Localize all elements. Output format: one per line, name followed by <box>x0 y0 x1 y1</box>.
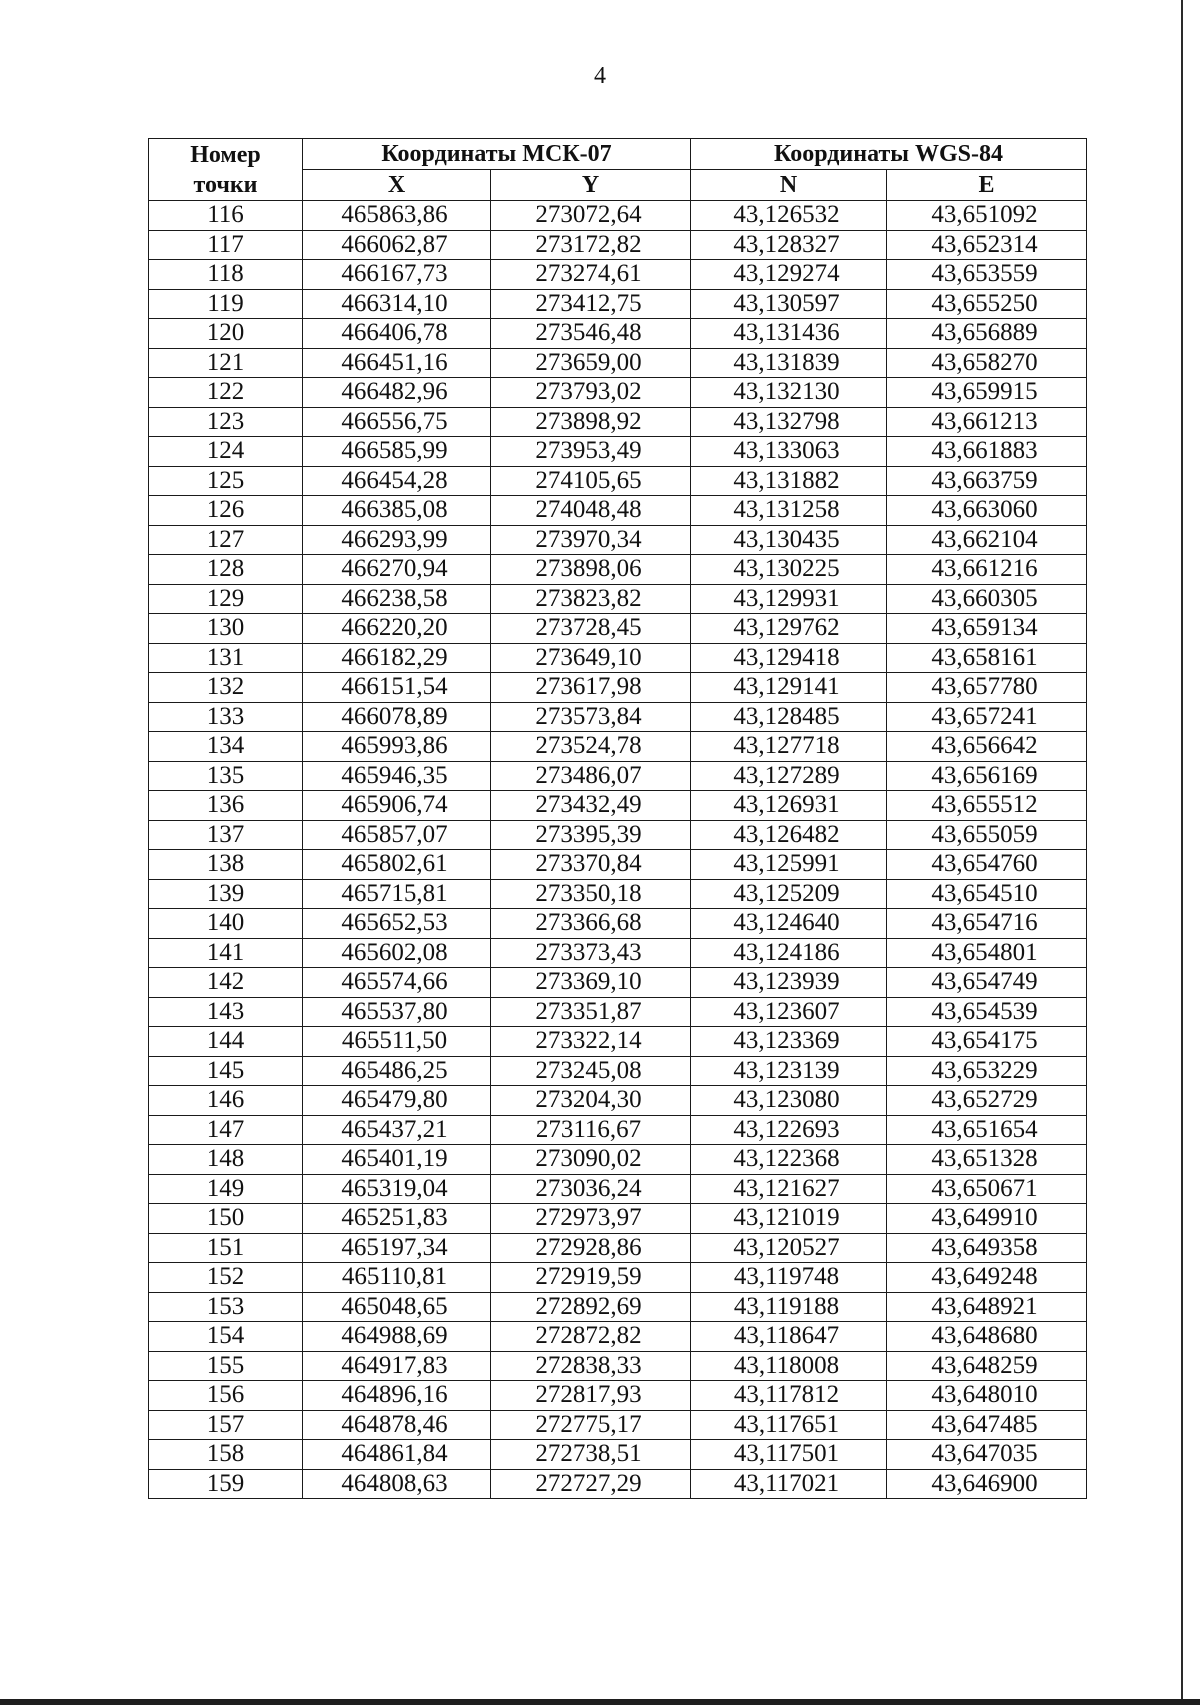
n-cell: 43,121627 <box>691 1174 887 1204</box>
point-number-cell: 148 <box>149 1145 303 1175</box>
x-cell: 465437,21 <box>303 1115 491 1145</box>
n-cell: 43,130435 <box>691 525 887 555</box>
e-cell: 43,648680 <box>887 1322 1087 1352</box>
e-cell: 43,658161 <box>887 643 1087 673</box>
y-cell: 273898,92 <box>491 407 691 437</box>
table-row <box>149 1381 1087 1411</box>
point-number-cell: 151 <box>149 1233 303 1263</box>
y-cell: 273898,06 <box>491 555 691 585</box>
table-row <box>149 938 1087 968</box>
table-row <box>149 732 1087 762</box>
x-cell: 465715,81 <box>303 879 491 909</box>
x-cell: 466151,54 <box>303 673 491 703</box>
table-row <box>149 820 1087 850</box>
y-cell: 272872,82 <box>491 1322 691 1352</box>
x-cell: 465319,04 <box>303 1174 491 1204</box>
y-cell: 273412,75 <box>491 289 691 319</box>
point-number-cell: 121 <box>149 348 303 378</box>
table-row <box>149 260 1087 290</box>
msk07-group-header: Координаты МСК-07 <box>303 139 691 170</box>
n-cell: 43,118008 <box>691 1351 887 1381</box>
y-cell: 273486,07 <box>491 761 691 791</box>
table-row <box>149 1204 1087 1234</box>
point-number-cell: 132 <box>149 673 303 703</box>
y-cell: 273274,61 <box>491 260 691 290</box>
e-cell: 43,663759 <box>887 466 1087 496</box>
x-cell: 466220,20 <box>303 614 491 644</box>
n-cell: 43,122368 <box>691 1145 887 1175</box>
e-column-header: E <box>887 170 1087 201</box>
table-row <box>149 1027 1087 1057</box>
y-cell: 273090,02 <box>491 1145 691 1175</box>
n-cell: 43,131258 <box>691 496 887 526</box>
y-cell: 272738,51 <box>491 1440 691 1470</box>
table-row <box>149 1410 1087 1440</box>
y-cell: 273116,67 <box>491 1115 691 1145</box>
table-row <box>149 1174 1087 1204</box>
e-cell: 43,659915 <box>887 378 1087 408</box>
y-cell: 273369,10 <box>491 968 691 998</box>
e-cell: 43,658270 <box>887 348 1087 378</box>
e-cell: 43,654749 <box>887 968 1087 998</box>
e-cell: 43,651328 <box>887 1145 1087 1175</box>
table-row <box>149 201 1087 231</box>
e-cell: 43,649358 <box>887 1233 1087 1263</box>
table-row <box>149 909 1087 939</box>
point-number-cell: 153 <box>149 1292 303 1322</box>
y-cell: 272817,93 <box>491 1381 691 1411</box>
point-number-cell: 157 <box>149 1410 303 1440</box>
point-number-cell: 117 <box>149 230 303 260</box>
n-cell: 43,128485 <box>691 702 887 732</box>
table-row <box>149 496 1087 526</box>
x-cell: 465486,25 <box>303 1056 491 1086</box>
x-cell: 465602,08 <box>303 938 491 968</box>
table-row <box>149 1469 1087 1499</box>
table-row <box>149 407 1087 437</box>
e-cell: 43,654510 <box>887 879 1087 909</box>
coordinates-table <box>148 138 1087 1499</box>
point-number-cell: 123 <box>149 407 303 437</box>
y-cell: 273322,14 <box>491 1027 691 1057</box>
x-cell: 466451,16 <box>303 348 491 378</box>
point-number-cell: 142 <box>149 968 303 998</box>
n-cell: 43,126482 <box>691 820 887 850</box>
y-cell: 273524,78 <box>491 732 691 762</box>
n-cell: 43,129762 <box>691 614 887 644</box>
x-cell: 465537,80 <box>303 997 491 1027</box>
y-cell: 273649,10 <box>491 643 691 673</box>
n-cell: 43,119188 <box>691 1292 887 1322</box>
n-cell: 43,131436 <box>691 319 887 349</box>
table-row <box>149 968 1087 998</box>
e-cell: 43,660305 <box>887 584 1087 614</box>
y-cell: 274105,65 <box>491 466 691 496</box>
n-cell: 43,127289 <box>691 761 887 791</box>
n-cell: 43,124640 <box>691 909 887 939</box>
y-cell: 273350,18 <box>491 879 691 909</box>
y-cell: 273970,34 <box>491 525 691 555</box>
y-cell: 272919,59 <box>491 1263 691 1293</box>
e-cell: 43,654760 <box>887 850 1087 880</box>
x-cell: 465574,66 <box>303 968 491 998</box>
y-cell: 273373,43 <box>491 938 691 968</box>
table-row <box>149 230 1087 260</box>
table-row <box>149 1322 1087 1352</box>
e-cell: 43,649248 <box>887 1263 1087 1293</box>
e-cell: 43,648921 <box>887 1292 1087 1322</box>
y-cell: 273793,02 <box>491 378 691 408</box>
y-cell: 273172,82 <box>491 230 691 260</box>
point-number-cell: 159 <box>149 1469 303 1499</box>
point-number-cell: 149 <box>149 1174 303 1204</box>
e-cell: 43,652729 <box>887 1086 1087 1116</box>
y-column-header: Y <box>491 170 691 201</box>
n-cell: 43,122693 <box>691 1115 887 1145</box>
n-cell: 43,125209 <box>691 879 887 909</box>
x-cell: 465993,86 <box>303 732 491 762</box>
table-row <box>149 555 1087 585</box>
table-row <box>149 791 1087 821</box>
table-row <box>149 1086 1087 1116</box>
n-cell: 43,123369 <box>691 1027 887 1057</box>
n-cell: 43,123139 <box>691 1056 887 1086</box>
point-number-cell: 134 <box>149 732 303 762</box>
x-cell: 464988,69 <box>303 1322 491 1352</box>
n-cell: 43,123939 <box>691 968 887 998</box>
e-cell: 43,654539 <box>887 997 1087 1027</box>
e-cell: 43,647035 <box>887 1440 1087 1470</box>
y-cell: 274048,48 <box>491 496 691 526</box>
n-cell: 43,131882 <box>691 466 887 496</box>
table-row <box>149 850 1087 880</box>
e-cell: 43,648259 <box>887 1351 1087 1381</box>
n-cell: 43,121019 <box>691 1204 887 1234</box>
n-cell: 43,127718 <box>691 732 887 762</box>
x-cell: 464878,46 <box>303 1410 491 1440</box>
e-cell: 43,651654 <box>887 1115 1087 1145</box>
x-cell: 465511,50 <box>303 1027 491 1057</box>
y-cell: 273204,30 <box>491 1086 691 1116</box>
n-cell: 43,123607 <box>691 997 887 1027</box>
point-number-cell: 138 <box>149 850 303 880</box>
table-row <box>149 1145 1087 1175</box>
x-cell: 465479,80 <box>303 1086 491 1116</box>
y-cell: 272727,29 <box>491 1469 691 1499</box>
y-cell: 273617,98 <box>491 673 691 703</box>
y-cell: 273823,82 <box>491 584 691 614</box>
e-cell: 43,662104 <box>887 525 1087 555</box>
point-number-cell: 158 <box>149 1440 303 1470</box>
point-number-cell: 124 <box>149 437 303 467</box>
table-row <box>149 1292 1087 1322</box>
e-cell: 43,657780 <box>887 673 1087 703</box>
e-cell: 43,649910 <box>887 1204 1087 1234</box>
table-row <box>149 378 1087 408</box>
y-cell: 273953,49 <box>491 437 691 467</box>
e-cell: 43,661213 <box>887 407 1087 437</box>
page-number: 4 <box>594 63 606 89</box>
n-cell: 43,117021 <box>691 1469 887 1499</box>
n-cell: 43,126532 <box>691 201 887 231</box>
y-cell: 273245,08 <box>491 1056 691 1086</box>
y-cell: 273728,45 <box>491 614 691 644</box>
e-cell: 43,659134 <box>887 614 1087 644</box>
e-cell: 43,655059 <box>887 820 1087 850</box>
point-number-header-line1: Номер <box>190 141 261 168</box>
point-number-cell: 144 <box>149 1027 303 1057</box>
y-cell: 273432,49 <box>491 791 691 821</box>
n-cell: 43,117812 <box>691 1381 887 1411</box>
e-cell: 43,656169 <box>887 761 1087 791</box>
e-cell: 43,663060 <box>887 496 1087 526</box>
table-row <box>149 673 1087 703</box>
point-number-cell: 137 <box>149 820 303 850</box>
point-number-cell: 135 <box>149 761 303 791</box>
x-cell: 465802,61 <box>303 850 491 880</box>
table-row <box>149 1056 1087 1086</box>
scan-right-edge <box>1181 0 1183 1705</box>
e-cell: 43,656642 <box>887 732 1087 762</box>
x-cell: 465863,86 <box>303 201 491 231</box>
table-row <box>149 702 1087 732</box>
point-number-cell: 136 <box>149 791 303 821</box>
e-cell: 43,661883 <box>887 437 1087 467</box>
e-cell: 43,657241 <box>887 702 1087 732</box>
point-number-cell: 122 <box>149 378 303 408</box>
point-number-cell: 131 <box>149 643 303 673</box>
table-row <box>149 1233 1087 1263</box>
e-cell: 43,656889 <box>887 319 1087 349</box>
x-cell: 466293,99 <box>303 525 491 555</box>
x-cell: 465906,74 <box>303 791 491 821</box>
e-cell: 43,654801 <box>887 938 1087 968</box>
n-cell: 43,129274 <box>691 260 887 290</box>
point-number-header <box>149 139 303 201</box>
x-cell: 464917,83 <box>303 1351 491 1381</box>
point-number-cell: 150 <box>149 1204 303 1234</box>
y-cell: 273546,48 <box>491 319 691 349</box>
x-cell: 465652,53 <box>303 909 491 939</box>
point-number-cell: 125 <box>149 466 303 496</box>
point-number-cell: 116 <box>149 201 303 231</box>
table-row <box>149 319 1087 349</box>
point-number-cell: 146 <box>149 1086 303 1116</box>
n-cell: 43,118647 <box>691 1322 887 1352</box>
point-number-cell: 139 <box>149 879 303 909</box>
x-cell: 464896,16 <box>303 1381 491 1411</box>
point-number-cell: 140 <box>149 909 303 939</box>
e-cell: 43,655250 <box>887 289 1087 319</box>
table-header <box>149 139 1087 201</box>
x-cell: 465197,34 <box>303 1233 491 1263</box>
y-cell: 272838,33 <box>491 1351 691 1381</box>
point-number-cell: 145 <box>149 1056 303 1086</box>
e-cell: 43,651092 <box>887 201 1087 231</box>
x-cell: 466406,78 <box>303 319 491 349</box>
point-number-cell: 154 <box>149 1322 303 1352</box>
x-cell: 466314,10 <box>303 289 491 319</box>
x-cell: 464808,63 <box>303 1469 491 1499</box>
wgs84-group-header: Координаты WGS-84 <box>691 139 1087 170</box>
x-cell: 466270,94 <box>303 555 491 585</box>
y-cell: 273659,00 <box>491 348 691 378</box>
point-number-cell: 141 <box>149 938 303 968</box>
y-cell: 273366,68 <box>491 909 691 939</box>
n-cell: 43,129141 <box>691 673 887 703</box>
x-cell: 465946,35 <box>303 761 491 791</box>
y-cell: 272775,17 <box>491 1410 691 1440</box>
n-cell: 43,130225 <box>691 555 887 585</box>
n-cell: 43,133063 <box>691 437 887 467</box>
e-cell: 43,647485 <box>887 1410 1087 1440</box>
n-cell: 43,131839 <box>691 348 887 378</box>
n-column-header: N <box>691 170 887 201</box>
point-number-cell: 155 <box>149 1351 303 1381</box>
table-row <box>149 584 1087 614</box>
x-cell: 466585,99 <box>303 437 491 467</box>
point-number-cell: 156 <box>149 1381 303 1411</box>
e-cell: 43,654716 <box>887 909 1087 939</box>
table-row <box>149 289 1087 319</box>
table-row <box>149 1351 1087 1381</box>
x-column-header: X <box>303 170 491 201</box>
y-cell: 273036,24 <box>491 1174 691 1204</box>
e-cell: 43,654175 <box>887 1027 1087 1057</box>
e-cell: 43,652314 <box>887 230 1087 260</box>
table-row <box>149 1115 1087 1145</box>
y-cell: 273370,84 <box>491 850 691 880</box>
x-cell: 465401,19 <box>303 1145 491 1175</box>
point-number-cell: 119 <box>149 289 303 319</box>
y-cell: 273351,87 <box>491 997 691 1027</box>
table-body <box>149 201 1087 1499</box>
e-cell: 43,653229 <box>887 1056 1087 1086</box>
point-number-cell: 130 <box>149 614 303 644</box>
y-cell: 272928,86 <box>491 1233 691 1263</box>
y-cell: 273072,64 <box>491 201 691 231</box>
table-row <box>149 466 1087 496</box>
x-cell: 466182,29 <box>303 643 491 673</box>
point-number-cell: 126 <box>149 496 303 526</box>
n-cell: 43,120527 <box>691 1233 887 1263</box>
point-number-cell: 120 <box>149 319 303 349</box>
table-row <box>149 997 1087 1027</box>
table-row <box>149 879 1087 909</box>
n-cell: 43,117501 <box>691 1440 887 1470</box>
x-cell: 466238,58 <box>303 584 491 614</box>
x-cell: 465048,65 <box>303 1292 491 1322</box>
e-cell: 43,648010 <box>887 1381 1087 1411</box>
y-cell: 273395,39 <box>491 820 691 850</box>
n-cell: 43,126931 <box>691 791 887 821</box>
point-number-cell: 143 <box>149 997 303 1027</box>
table-row <box>149 643 1087 673</box>
scan-bottom-edge <box>0 1699 1200 1705</box>
e-cell: 43,655512 <box>887 791 1087 821</box>
table-row <box>149 437 1087 467</box>
point-number-header-line2: точки <box>193 171 258 198</box>
table-row <box>149 1263 1087 1293</box>
x-cell: 464861,84 <box>303 1440 491 1470</box>
table-row <box>149 614 1087 644</box>
y-cell: 273573,84 <box>491 702 691 732</box>
x-cell: 466167,73 <box>303 260 491 290</box>
x-cell: 466454,28 <box>303 466 491 496</box>
n-cell: 43,130597 <box>691 289 887 319</box>
point-number-cell: 147 <box>149 1115 303 1145</box>
table-row <box>149 348 1087 378</box>
n-cell: 43,128327 <box>691 230 887 260</box>
n-cell: 43,119748 <box>691 1263 887 1293</box>
x-cell: 466078,89 <box>303 702 491 732</box>
n-cell: 43,129418 <box>691 643 887 673</box>
point-number-cell: 127 <box>149 525 303 555</box>
e-cell: 43,650671 <box>887 1174 1087 1204</box>
e-cell: 43,646900 <box>887 1469 1087 1499</box>
x-cell: 465857,07 <box>303 820 491 850</box>
n-cell: 43,124186 <box>691 938 887 968</box>
y-cell: 272892,69 <box>491 1292 691 1322</box>
n-cell: 43,117651 <box>691 1410 887 1440</box>
point-number-cell: 129 <box>149 584 303 614</box>
point-number-cell: 152 <box>149 1263 303 1293</box>
e-cell: 43,653559 <box>887 260 1087 290</box>
x-cell: 466556,75 <box>303 407 491 437</box>
n-cell: 43,132130 <box>691 378 887 408</box>
y-cell: 272973,97 <box>491 1204 691 1234</box>
point-number-cell: 118 <box>149 260 303 290</box>
table-row <box>149 761 1087 791</box>
n-cell: 43,123080 <box>691 1086 887 1116</box>
n-cell: 43,129931 <box>691 584 887 614</box>
table-row <box>149 525 1087 555</box>
x-cell: 465251,83 <box>303 1204 491 1234</box>
x-cell: 466062,87 <box>303 230 491 260</box>
x-cell: 466482,96 <box>303 378 491 408</box>
point-number-cell: 128 <box>149 555 303 585</box>
x-cell: 466385,08 <box>303 496 491 526</box>
n-cell: 43,132798 <box>691 407 887 437</box>
n-cell: 43,125991 <box>691 850 887 880</box>
e-cell: 43,661216 <box>887 555 1087 585</box>
point-number-cell: 133 <box>149 702 303 732</box>
x-cell: 465110,81 <box>303 1263 491 1293</box>
table-row <box>149 1440 1087 1470</box>
